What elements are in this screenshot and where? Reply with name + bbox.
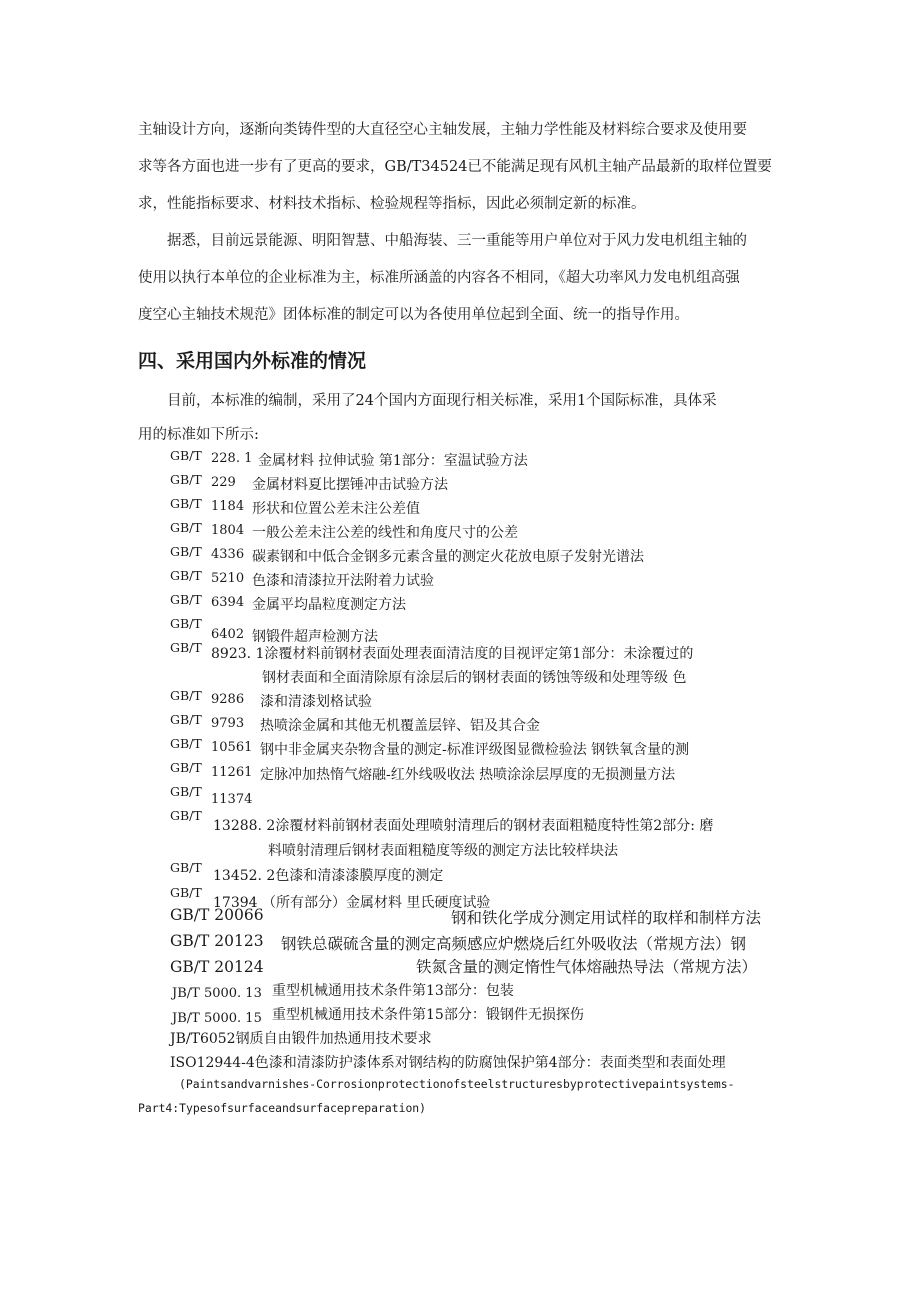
- section-heading: 四、采用国内外标准的情况: [138, 350, 367, 372]
- intro-paragraph: [138, 112, 794, 223]
- standard-title: 钢锻件超声检测方法: [252, 629, 378, 645]
- gb-prefix: GB/T: [170, 760, 202, 775]
- standard-title: 钢铁总碳硫含量的测定高频感应炉燃烧后红外吸收法（常规方法）钢: [281, 935, 747, 953]
- standard-code: 229: [211, 475, 236, 490]
- jb-code: JB/T 5000. 13: [172, 986, 262, 1001]
- standard-title: 钢中非金属夹杂物含量的测定-标准评级图显微检验法 钢铁氧含量的测: [260, 742, 690, 758]
- standard-label: GB/T 20123: [170, 932, 264, 950]
- adoption-paragraph: [138, 383, 794, 450]
- gb-prefix: GB/T: [170, 544, 202, 559]
- standard-title: 铁氮含量的测定惰性气体熔融热导法（常规方法）: [416, 958, 758, 976]
- clipped-row: [205, 619, 445, 645]
- adoption-line-1: 目前，本标准的编制，采用了24个国内方面现行相关标准，采用1个国际标准，具体采: [167, 393, 717, 409]
- gb-prefix: GB/T: [170, 860, 202, 875]
- standard-code: 11261: [211, 765, 253, 780]
- gb-prefix: GB/T: [170, 472, 202, 487]
- jb-6052: JB/T6052钢质自由锻件加热通用技术要求: [170, 1031, 432, 1047]
- standard-code: 6402: [211, 627, 245, 642]
- standard-title: 热喷涂金属和其他无机覆盖层锌、铝及其合金: [260, 718, 540, 734]
- gb-prefix: GB/T: [170, 736, 202, 751]
- standard-code: 5210: [211, 571, 245, 586]
- clipped-row: [205, 888, 535, 911]
- standard-code: 228. 1: [211, 451, 253, 466]
- standard-code: 1804: [211, 523, 245, 538]
- gb-prefix: GB/T: [170, 688, 202, 703]
- standard-title: 金属材料夏比摆锤冲击试验方法: [252, 477, 448, 493]
- gb-prefix: GB/T: [170, 592, 202, 607]
- standard-title: 形状和位置公差未注公差值: [252, 501, 420, 517]
- standard-code: 10561: [211, 740, 253, 755]
- gb-prefix: GB/T: [170, 808, 202, 823]
- standard-code: 9793: [211, 716, 245, 731]
- gb-prefix: GB/T: [170, 712, 202, 727]
- gb-prefix: GB/T: [170, 640, 202, 655]
- standard-label: GB/T 20124: [170, 958, 264, 976]
- standard-code: 4336: [211, 547, 245, 562]
- standard-label: GB/T 20066: [170, 906, 264, 924]
- standard-title: 碳素钢和中低合金钢多元素含量的测定火花放电原子发射光谱法: [252, 549, 644, 565]
- clipped-row: [170, 1008, 280, 1026]
- iso-standard-line-2: (Paintsandvarnishes-Corrosionprotectionofsteelstructuresbyprotectivepaintsystems-: [179, 1077, 735, 1091]
- gb-prefix: GB/T: [170, 496, 202, 511]
- users-paragraph: [138, 223, 794, 334]
- standard-title: 色漆和清漆拉开法附着力试验: [252, 573, 434, 589]
- users-line-2: 使用以执行本单位的企业标准为主，标准所涵盖的内容各不相同，《超大功率风力发电机组高强: [138, 270, 740, 286]
- standard-8923-line-1: 8923. 1涂覆材料前钢材表面处理表面清洁度的目视评定第1部分：未涂覆过的: [211, 646, 694, 662]
- intro-line-1: 主轴设计方向，逐渐向类铸件型的大直径空心主轴发展，主轴力学性能及材料综合要求及使用要: [138, 122, 747, 138]
- jb-code: JB/T 5000. 15: [172, 1011, 262, 1026]
- gb-prefix: GB/T: [170, 885, 202, 900]
- standard-13452: 13452. 2色漆和清漆漆膜厚度的测定: [213, 868, 444, 884]
- standard-8923-line-2: 钢材表面和全面清除原有涂层后的钢材表面的锈蚀等级和处理等级 色: [262, 670, 687, 686]
- jb-title: 重型机械通用技术条件第13部分：包装: [272, 983, 514, 999]
- standard-code: 11374: [211, 792, 253, 807]
- standard-code: 6394: [211, 595, 245, 610]
- standard-title: 钢和铁化学成分测定用试样的取样和制样方法: [451, 909, 762, 927]
- users-line-1: 据悉，目前远景能源、明阳智慧、中船海装、三一重能等用户单位对于风力发电机组主轴的: [167, 233, 747, 249]
- standard-code: 1184: [211, 499, 245, 514]
- gb-prefix: GB/T: [170, 616, 202, 631]
- standard-13288-line-2: 料喷射清理后钢材表面粗糙度等级的测定方法比较样块法: [268, 843, 618, 859]
- gb-prefix: GB/T: [170, 520, 202, 535]
- standard-title: 定脉冲加热惰气熔融-红外线吸收法 热喷涂涂层厚度的无损测量方法: [260, 767, 676, 783]
- standard-title: 金属平均晶粒度测定方法: [252, 597, 406, 613]
- standard-13288-line-1: 13288. 2涂覆材料前钢材表面处理喷射清理后的钢材表面粗糙度特性第2部分: 磨: [213, 818, 714, 834]
- intro-line-2: 求等各方面也进一步有了更高的要求，GB/T34524已不能满足现有风机主轴产品最新的取样位置要: [138, 159, 772, 175]
- gb-prefix: GB/T: [170, 784, 202, 799]
- gb-prefix: GB/T: [170, 568, 202, 583]
- intro-line-3: 求，性能指标要求、材料技术指标、检验规程等指标，因此必须制定新的标准。: [138, 196, 646, 212]
- gb-prefix: GB/T: [170, 448, 202, 463]
- adoption-line-2: 用的标准如下所示:: [138, 427, 259, 443]
- standard-title: 漆和清漆划格试验: [260, 694, 372, 710]
- standard-title: 一般公差未注公差的线性和角度尺寸的公差: [252, 525, 518, 541]
- standard-17394: 17394 （所有部分）金属材料 里氏硬度试验: [213, 895, 491, 911]
- standard-title: 金属材料 拉伸试验 第1部分：室温试验方法: [258, 453, 528, 469]
- jb-title: 重型机械通用技术条件第15部分：锻钢件无损探伤: [272, 1007, 584, 1023]
- iso-standard-line-3: Part4:Typesofsurfaceandsurfacepreparation): [138, 1101, 427, 1115]
- users-line-3: 度空心主轴技术规范》团体标准的制定可以为各使用单位起到全面、统一的指导作用。: [138, 307, 689, 323]
- iso-standard-line-1: ISO12944-4色漆和清漆防护漆体系对钢结构的防腐蚀保护第4部分：表面类型和表面处理: [170, 1055, 726, 1071]
- standard-code: 9286: [211, 692, 245, 707]
